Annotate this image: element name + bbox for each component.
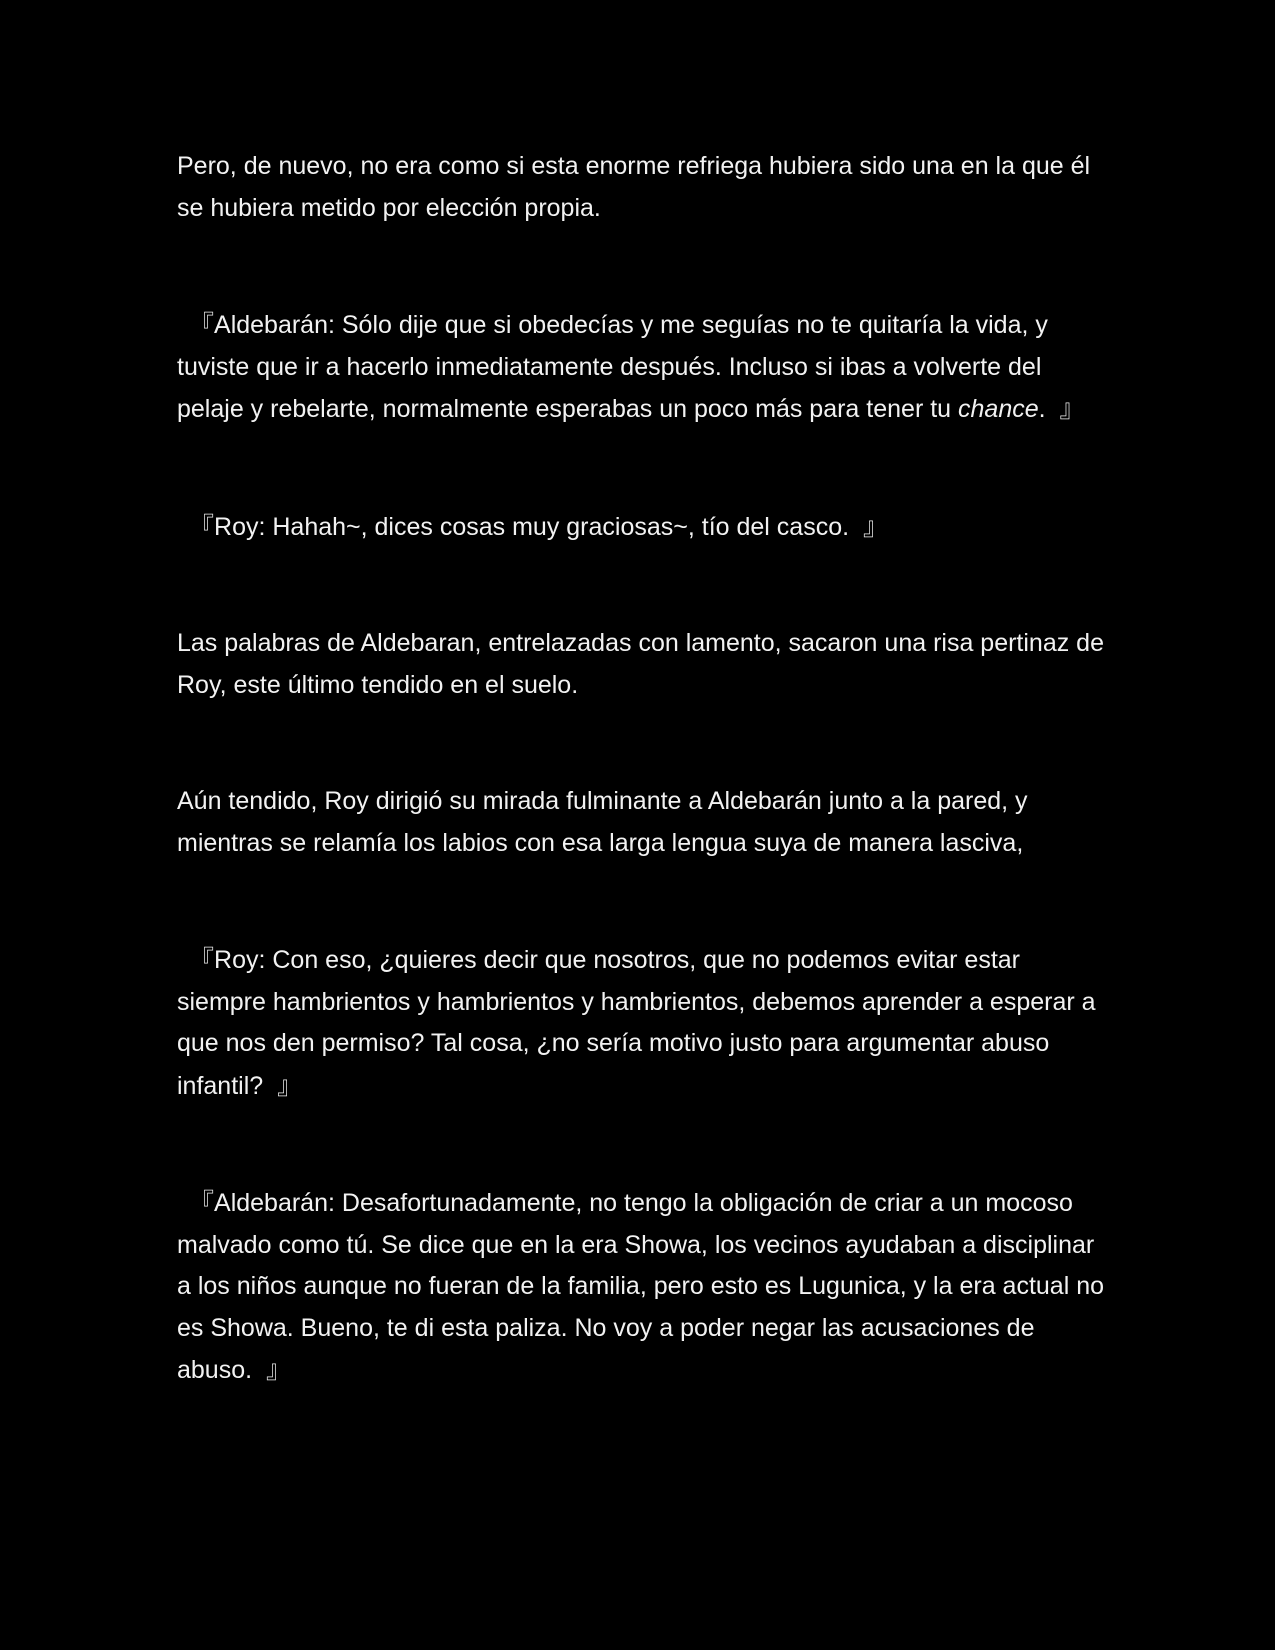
open-quote-bracket: 『 bbox=[189, 310, 215, 339]
dialogue-paragraph bbox=[177, 1182, 1107, 1392]
open-quote-bracket: 『 bbox=[189, 511, 215, 541]
dialogue-paragraph bbox=[177, 939, 1107, 1107]
dialogue-paragraph bbox=[177, 506, 1107, 549]
close-quote-bracket: 』 bbox=[277, 1070, 303, 1100]
close-quote-bracket: 』 bbox=[1059, 394, 1085, 423]
close-quote-bracket: 』 bbox=[265, 1355, 291, 1384]
dialogue-paragraph bbox=[177, 304, 1107, 431]
narration-text: Pero, de nuevo, no era como si esta enorme refriega hubiera sido una en la que él se hubiera metido por elección propia. bbox=[177, 152, 1091, 222]
open-quote-bracket: 『 bbox=[189, 945, 215, 974]
dialogue-text: Aldebarán: Desafortunadamente, no tengo la obligación de criar a un mocoso malvado como tú. Se dice que en la era Showa, los vecinos ayudaban a disciplinar a los niños aunque no fueran de la familia, pero esto es Lugunica, y la era actual no es Showa. Bueno, te di esta paliza. No voy a poder negar las acusaciones de abuso. bbox=[177, 1189, 1105, 1384]
narration-paragraph bbox=[177, 146, 1107, 229]
dialogue-text: Aldebarán: Sólo dije que si obedecías y me seguías no te quitaría la vida, y tuviste que ir a hacerlo inmediatamente después. Incluso si ibas a volverte del pelaje y rebelarte, normalmente esperabas un poco más para tener tu bbox=[177, 311, 1048, 423]
dialogue-text: Roy: Con eso, ¿quieres decir que nosotros, que no podemos evitar estar siempre hambrientos y hambrientos y hambrientos, debemos aprender a esperar a que nos den permiso? Tal cosa, ¿no sería motivo justo para argumentar abuso infantil? bbox=[177, 946, 1096, 1100]
narration-text: Aún tendido, Roy dirigió su mirada fulminante a Aldebarán junto a la pared, y mientras se relamía los labios con esa larga lengua suya de manera lasciva, bbox=[177, 787, 1028, 857]
document-page bbox=[177, 146, 1107, 1392]
narration-paragraph bbox=[177, 781, 1107, 864]
narration-text: Las palabras de Aldebaran, entrelazadas con lamento, sacaron una risa pertinaz de Roy, este último tendido en el suelo. bbox=[177, 629, 1104, 699]
italic-word: chance bbox=[958, 395, 1039, 423]
dialogue-text-end: . bbox=[1038, 395, 1046, 423]
dialogue-text: Roy: Hahah~, dices cosas muy graciosas~, tío del casco. bbox=[214, 512, 850, 541]
narration-paragraph bbox=[177, 623, 1107, 706]
close-quote-bracket: 』 bbox=[862, 511, 888, 541]
open-quote-bracket: 『 bbox=[189, 1188, 215, 1217]
